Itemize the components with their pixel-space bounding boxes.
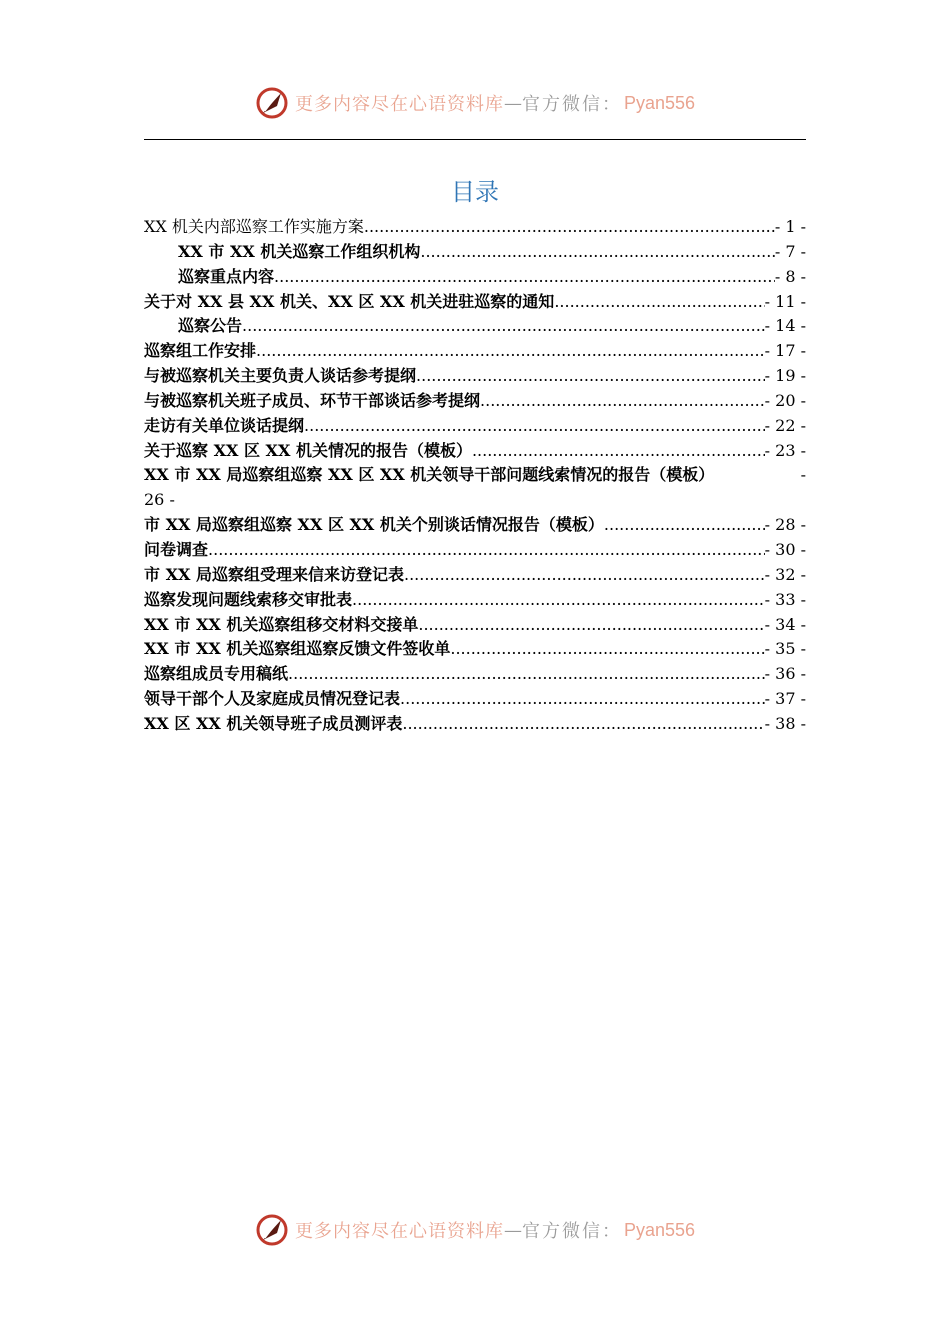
toc-entry-page: - 28 -: [764, 515, 806, 535]
toc-entry[interactable]: [144, 414, 806, 439]
toc-entry[interactable]: [144, 513, 806, 538]
toc-entry-text: 巡察组工作安排: [144, 341, 257, 361]
banner-dash: —: [503, 92, 522, 114]
toc-entry-page: - 34 -: [764, 614, 806, 634]
toc-entry[interactable]: [144, 215, 806, 240]
toc-entry-text: XX 市 XX 机关巡察组巡察反馈文件签收单: [144, 639, 451, 659]
toc-leader: [450, 637, 764, 662]
banner-wechat-label: 官方微信：: [521, 94, 622, 115]
toc-entry-text: 与被巡察机关主要负责人谈话参考提纲: [144, 366, 417, 386]
toc-leader: [242, 314, 765, 339]
toc-entry[interactable]: [144, 563, 806, 588]
toc-entry-text: 关于对 XX 县 XX 机关、XX 区 XX 机关进驻巡察的通知: [144, 291, 555, 311]
toc-entry-page: - 1 -: [774, 217, 806, 236]
toc-entry-page: - 35 -: [764, 639, 806, 659]
toc-leader: [400, 687, 765, 712]
toc-entry-text: 走访有关单位谈话提纲: [144, 415, 305, 435]
toc-entry-text: 与被巡察机关班子成员、环节干部谈话参考提纲: [144, 390, 481, 410]
quill-logo-icon: [255, 1213, 289, 1247]
toc-entry-page: - 14 -: [764, 316, 806, 336]
toc-entry-page: - 7 -: [774, 241, 806, 261]
toc-leader: [352, 588, 765, 613]
toc-entry-text: 市 XX 局巡察组受理来信来访登记表: [144, 564, 404, 584]
toc-leader: [554, 290, 764, 315]
toc-entry-page: - 32 -: [764, 564, 806, 584]
toc-entry-text: XX 市 XX 机关巡察组移交材料交接单: [144, 614, 419, 634]
toc-entry[interactable]: [144, 613, 806, 638]
banner-wechat-label: 官方微信：: [521, 1221, 622, 1242]
toc-entry-text: 关于巡察 XX 区 XX 机关情况的报告（模板）: [144, 440, 472, 460]
header-banner: [0, 83, 950, 123]
toc-entry-page: - 19 -: [764, 366, 806, 386]
toc-entry-page: - 38 -: [764, 713, 806, 733]
toc-entry[interactable]: [144, 588, 806, 613]
toc-entry-page-part-a: -: [800, 465, 806, 485]
toc-entry[interactable]: [144, 290, 806, 315]
toc-entry-page: - 36 -: [764, 664, 806, 684]
toc-leader: [288, 662, 765, 687]
banner-dash: —: [503, 1219, 522, 1241]
toc-entry[interactable]: [144, 339, 806, 364]
toc-entry-text: 巡察公告: [178, 316, 243, 336]
toc-entry[interactable]: [144, 463, 806, 513]
toc-entry-page-part-b: 26 -: [144, 490, 175, 510]
banner-wechat-id: Pyan556: [623, 92, 696, 113]
toc-leader: [472, 439, 765, 464]
toc-entry-text: 巡察发现问题线索移交审批表: [144, 589, 353, 609]
toc-entry[interactable]: [144, 314, 806, 339]
toc-leader: [480, 389, 765, 414]
header-rule: [144, 139, 806, 140]
toc-entry-text: XX 区 XX 机关领导班子成员测评表: [144, 713, 403, 733]
toc-leader: [404, 563, 765, 588]
toc-entry[interactable]: [144, 364, 806, 389]
toc-entry-text: 领导干部个人及家庭成员情况登记表: [144, 689, 401, 709]
toc-leader: [416, 364, 765, 389]
toc-entry-page: - 22 -: [764, 415, 806, 435]
toc-entry-text: 市 XX 局巡察组巡察 XX 区 XX 机关个别谈话情况报告（模板）: [144, 515, 604, 535]
toc-leader: [604, 513, 765, 538]
toc-entry[interactable]: [144, 712, 806, 737]
toc-entry[interactable]: [144, 265, 806, 290]
toc-entry-page: - 11 -: [764, 291, 806, 311]
toc-entry-page: - 30 -: [764, 539, 806, 559]
toc-entry-page: - 17 -: [764, 341, 806, 361]
banner-wechat-id: Pyan556: [623, 1219, 696, 1240]
toc-entry[interactable]: [144, 389, 806, 414]
banner-main-text: 更多内容尽在心语资料库: [294, 1221, 504, 1242]
toc-leader: [420, 240, 774, 265]
toc-entry-text: 巡察组成员专用稿纸: [144, 664, 289, 684]
footer-banner: [0, 1210, 950, 1250]
toc-entry[interactable]: [144, 687, 806, 712]
banner-main-text: 更多内容尽在心语资料库: [294, 94, 504, 115]
toc-entry-page: - 8 -: [774, 266, 806, 286]
toc-leader: [274, 265, 775, 290]
toc-entry-page: - 23 -: [764, 440, 806, 460]
toc-entry-text: 巡察重点内容: [178, 266, 275, 286]
toc-entry[interactable]: [144, 240, 806, 265]
toc-leader: [304, 414, 765, 439]
toc-entry[interactable]: [144, 538, 806, 563]
toc-leader: [256, 339, 765, 364]
toc-leader: [402, 712, 764, 737]
toc-entry[interactable]: [144, 439, 806, 464]
toc-entry-page: - 33 -: [764, 589, 806, 609]
toc-leader: [208, 538, 765, 563]
toc-entry-page: - 37 -: [764, 689, 806, 709]
toc-leader: [418, 613, 764, 638]
toc-entry-text: XX 机关内部巡察工作实施方案: [144, 217, 364, 236]
toc-entry[interactable]: [144, 662, 806, 687]
quill-logo-icon: [255, 86, 289, 120]
toc-title: 目录: [451, 178, 499, 206]
toc-entry-text: 问卷调查: [144, 539, 209, 559]
toc-list: [144, 215, 806, 737]
toc-leader: [364, 215, 775, 240]
toc-entry-text: XX 市 XX 局巡察组巡察 XX 区 XX 机关领导干部问题线索情况的报告（模板）: [144, 465, 715, 485]
toc-entry[interactable]: [144, 637, 806, 662]
toc-entry-text: XX 市 XX 机关巡察工作组织机构: [178, 241, 421, 261]
toc-entry-page: - 20 -: [764, 390, 806, 410]
